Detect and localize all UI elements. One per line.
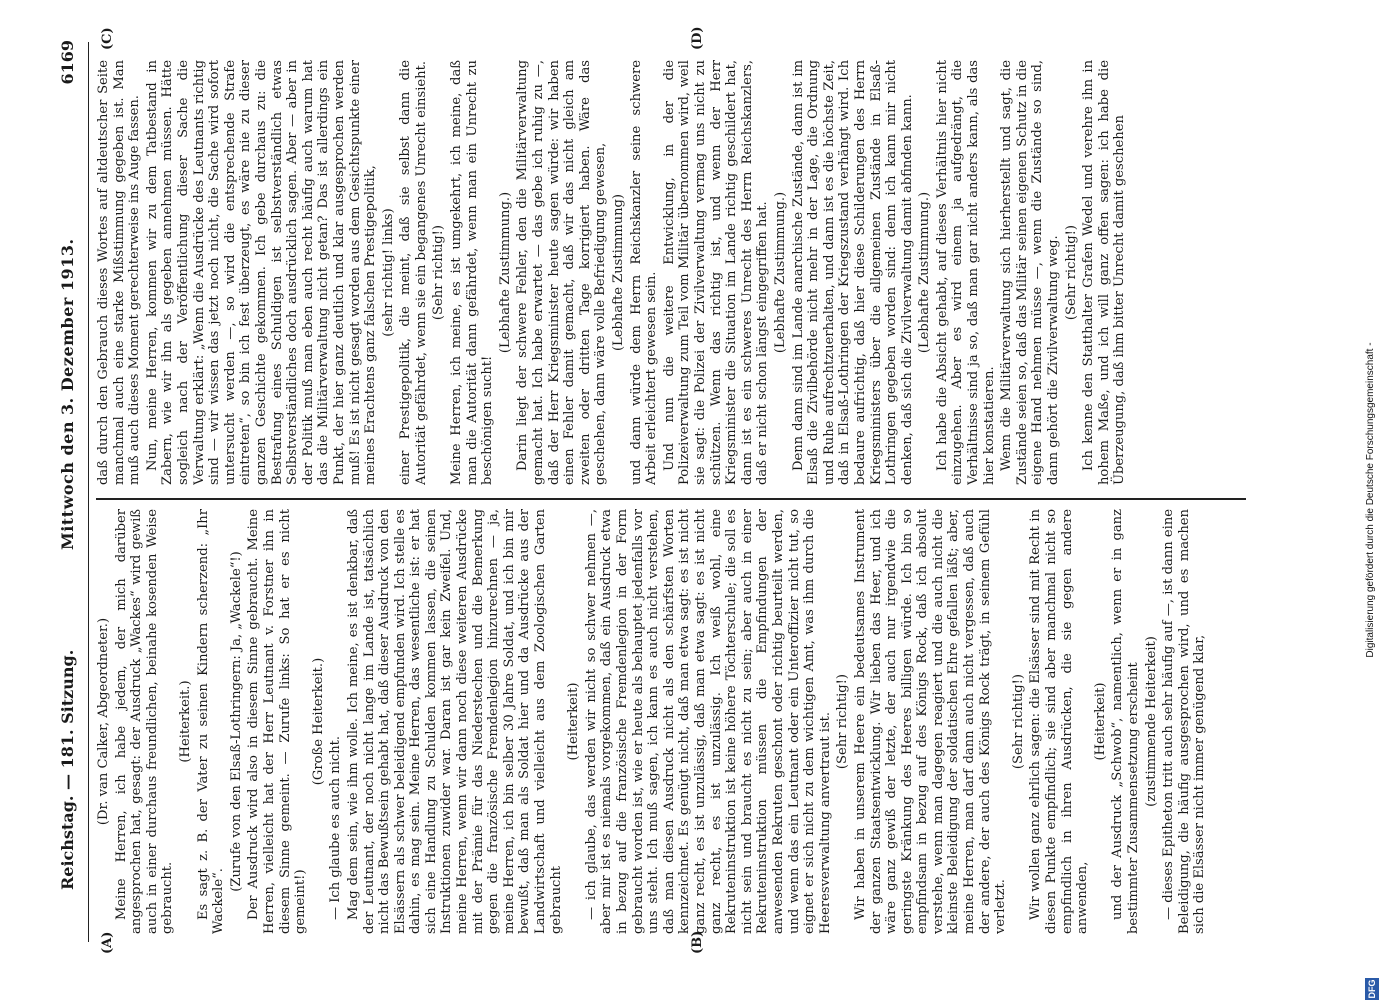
- paragraph: Es sagt z. B. der Vater zu seinen Kindern scherzend: „Ihr Wackele“.: [195, 509, 227, 934]
- dfg-logo: DFG: [1367, 979, 1377, 999]
- interjection: (Zurufe von den Elsaß-Lothringern: Ja, „Wackele“!): [228, 551, 244, 892]
- paragraph: Ich kenne den Statthalter Grafen Wedel und verehre ihn in hohem Maße, und ich will ganz offen sagen: ich habe die Überzeugung, daß ihm bitter Unrecht damit geschehen: [1081, 60, 1128, 485]
- interjection: (Heiterkeit): [1092, 682, 1108, 761]
- paragraph: Wir wollen ganz ehrlich sagen: die Elsässer sind mit Recht in diesen Punkte empfindlich; sie sind aber manchmal nicht so empfindlich in ihren Ausdrücken, die sie gegen andere anwenden,: [1028, 509, 1091, 934]
- paragraph: und dann würde dem Herrn Reichskanzler seine schwere Arbeit erleichtert gewesen sein.: [628, 60, 660, 485]
- paragraph: Der Ausdruck wird also in diesem Sinne gebraucht. Meine Herren, vielleicht hat der Herr Leutnant v. Forstner ihn in diesem Sinne gemeint. — Zurufe links: So hat er es nicht gemeint!): [246, 509, 309, 934]
- header-session: Reichstag. — 181. Sitzung.: [58, 649, 77, 890]
- column-divider: [96, 498, 1246, 500]
- interjection: (Lebhafte Zustimmung): [611, 193, 626, 352]
- interjection: (zustimmende Heiterkeit): [1143, 636, 1159, 807]
- paragraph: — ich glaube, das werden wir nicht so schwer nehmen —, aber mir ist es niemals vorgekommen, daß ein Ausdruck etwa in bezug auf die französische Fremdenlegion in der Form gebraucht worden ist, wie er heute als behauptet jedenfalls vor uns steht. Ich muß sagen, ich kann es auch nicht verstehen, daß man diesen Ausdruck nicht als den schärfsten Worten kennzeichnet. Es genügt nicht, daß man etwa sagt: es ist nicht ganz recht, es ist unzulässig, daß man etwa sagt: es ist nicht ganz recht, es ist unzulässig. Ich weiß wohl, eine Rekruteninstruktion ist keine höhere Töchterschule; die soll es nicht sein und braucht es nicht zu sein; aber auch in einer Rekruteninstruktion müssen die Empfindungen der anwesenden Rekruten geschont oder richtig beurteilt werden, und wenn das ein Leutnant oder ein Unteroffizier nicht tut, so eignet er sich nicht zu dem wichtigen Amt, was ihm durch die Heeresverwaltung anvertraut ist.: [583, 509, 833, 934]
- interjection: (Lebhafte Zustimmung.): [917, 191, 933, 354]
- paragraph: Denn dann sind im Lande anarchische Zustände, dann ist im Elsaß die Zivilbehörde nicht mehr in der Lage, die Ordnung und Ruhe aufrechtzuerhalten, und dann ist es die höchste Zeit, daß in Elsaß-Lothringen der Kriegszustand verhängt wird. Ich bedaure aufrichtig, daß hier diese Schilderungen des Herrn Kriegsministers über die allgemeinen Zustände in Elsaß-Lothringen gegeben worden sind: denn ich kann mir nicht denken, daß sich die Zivilverwaltung damit abfinden kann.: [790, 60, 915, 485]
- margin-marker-a: (A): [100, 931, 115, 954]
- paragraph: Meine Herren, ich meine, es ist umgekehrt, ich meine, daß man die Autorität dann gefährdet, wenn man ein Unrecht zu beschönigen sucht!: [449, 60, 496, 485]
- header-rule: [88, 42, 89, 942]
- margin-marker-c: (C): [100, 27, 115, 50]
- left-text-column: [96, 509, 1236, 934]
- right-text-column: [96, 60, 1236, 485]
- interjection: (Sehr richtig!): [1010, 673, 1026, 770]
- paragraph: Wir haben in unserem Heere ein bedeutsames Instrument der ganzen Staatsentwicklung. Wir lieben das Heer, und ich wäre ganz gewiß der letzte, der auch nur irgendwie die geringste Kränkung des Heeres billigen würde. Ich bin so empfindsam in bezug auf des Königs Rock, daß ich absolut verstehe, wenn man dagegen reagiert und die auch nicht die kleinste Beleidigung der soldatischen Ehre gefallen läßt; aber, meine Herren, man darf dann auch nicht vergessen, daß auch der andere, der auch des Königs Rock trägt, in seinem Gefühl verletzt.: [852, 509, 1009, 934]
- paragraph: Nun, meine Herren, kommen wir zu dem Tatbestand in Zabern, wie wir ihn als gegeben annehmen müssen. Hätte sogleich nach der Veröffentlichung dieser Sache die Verwaltung erklärt: „Wenn die Ausdrücke des Leutnants richtig sind — wir wissen das jetzt noch nicht, die Sache wird sofort untersucht werden —, so wird die entsprechende Strafe eintreten“, so bin ich fest überzeugt, es wäre nie zu dieser ganzen Geschichte gekommen. Ich gebe durchaus zu: die Bestrafung eines Schuldigen ist selbstverständlich etwas Selbstverständliches doch ausdrücklich sagen. Aber — aber in der Politik muß man eben auch recht häufig auch warum hat das die Militärverwaltung nicht getan? Das ist allerdings ein Punkt, der hier ganz deutlich und klar ausgesprochen werden muß! Es ist nicht gesagt worden aus dem Gesichtspunkte einer meines Erachtens ganz falschen Prestigepolitik,: [144, 60, 379, 485]
- page-number: 6169: [58, 40, 77, 85]
- paragraph: und der Ausdruck „Schwob“, namentlich, wenn er in ganz bestimmter Zusammensetzung erscheint: [1110, 509, 1141, 934]
- paragraph: Und nun die weitere Entwicklung, in der die Polizeiverwaltung zum Teil vom Militär übernommen wird, weil sie sagt: die Polizei der Zivilverwaltung vermag uns nicht zu schützen. Wenn das richtig ist, und wenn der Herr Kriegsminister die Situation im Lande richtig geschildert hat, dann ist es ein schweres Unrecht des Herrn Reichskanzlers, daß er nicht schon längst eingegriffen hat.: [661, 60, 771, 485]
- paragraph: Ich habe die Absicht gehabt, auf dieses Verhältnis hier nicht einzugehen. Aber es wird einem ja aufgedrängt, die Verhältnisse sind ja so, daß man gar nicht anders kann, als das hier konstatieren.: [934, 60, 997, 485]
- paragraph: daß durch den Gebrauch dieses Wortes auf altdeutscher Seite manchmal auch eine starke Mißstimmung gegeben ist. Man muß auch dieses Moment gerechterweise ins Auge fassen.: [96, 60, 143, 485]
- margin-marker-d: (D): [690, 26, 705, 50]
- paragraph: — dieses Epitheton tritt auch sehr häufig auf —, ist dann eine Beleidigung, die häufig ausgesprochen wird, und es machen sich die Elsässer nicht immer genügend klar,: [1161, 509, 1208, 934]
- paragraph: Wenn die Militärverwaltung sich hierherstellt und sagt, die Zustände seien so, daß das Militär seinen eigenen Schutz in die eigene Hand nehmen müsse —, wenn die Zustände so sind, dann gehört die Zivilverwaltung weg.: [999, 60, 1062, 485]
- paragraph: einer Prestigepolitik, die meint, daß sie selbst dann die Autorität gefährdet, wenn sie ein begangenes Unrecht einsieht.: [398, 60, 429, 485]
- paragraph: Meine Herren, ich habe jedem, der mich darüber angesprochen hat, gesagt: der Ausdruck „Wackes“ wird gewiß auch in einer durchaus freundlichen, beinahe kosenden Weise gebraucht.: [113, 509, 176, 934]
- page-header: [58, 40, 84, 960]
- paragraph: — Ich glaube es auch nicht.: [328, 735, 344, 920]
- paragraph: Darin liegt der schwere Fehler, den die Militärverwaltung gemacht hat. Ich habe erwartet — das gebe ich ruhig zu —, daß der Herr Kriegsminister heute sagen würde: wir haben einen Fehler damit gemacht, daß wir das nicht gleich am zweiten oder dritten Tage korrigiert haben. Wäre das geschehen, dann wäre volle Befriedigung gewesen,: [515, 60, 609, 485]
- interjection: (Sehr richtig!): [1063, 224, 1079, 321]
- interjection: (Sehr richtig!): [431, 224, 447, 321]
- interjection: (Dr. van Calker, Abgeordneter.): [96, 617, 111, 826]
- header-date: Mittwoch den 3. Dezember 1913.: [58, 238, 77, 550]
- interjection: (Heiterkeit.): [177, 680, 193, 763]
- interjection: (Sehr richtig!): [835, 673, 851, 770]
- interjection: (Große Heiterkeit.): [310, 657, 326, 786]
- interjection: (Heiterkeit): [566, 682, 582, 761]
- interjection: (sehr richtig! links): [380, 208, 396, 337]
- interjection: (Lebhafte Zustimmung.): [497, 191, 513, 354]
- margin-marker-b: (B): [690, 930, 705, 954]
- paragraph: Mag dem sein, wie ihm wolle. Ich meine, es ist denkbar, daß der Leutnant, der noch nicht lange im Lande ist, tatsächlich nicht das Bewußtsein gehabt hat, daß dieser Ausdruck von den Elsässern als schwer beleidigend empfunden wird. Ich stelle es dahin, es mag sein. Meine Herren, das wesentliche ist: er hat sich eine Handlung zu Schulden kommen lassen, die seinen Instruktionen zuwider war. Daran ist gar kein Zweifel. Und, meine Herren, wenn wir dann noch diese weiteren Ausdrücke mit der Prämie für das Niederstechen und die Bemerkung gegen die französische Fremdenlegion hinzurechnen — ja, meine Herren, ich bin selber 30 Jahre Soldat, und ich bin mir bewußt, daß man als Soldat hier und da Ausdrücke aus der Landwirtschaft und vielleicht aus dem Zoologischen Garten gebraucht: [345, 509, 564, 934]
- interjection: (Lebhafte Zustimmung.): [772, 191, 788, 354]
- digitization-credit: Digitalisierung gefördert durch die Deutsche Forschungsgemeinschaft -: [1365, 342, 1376, 658]
